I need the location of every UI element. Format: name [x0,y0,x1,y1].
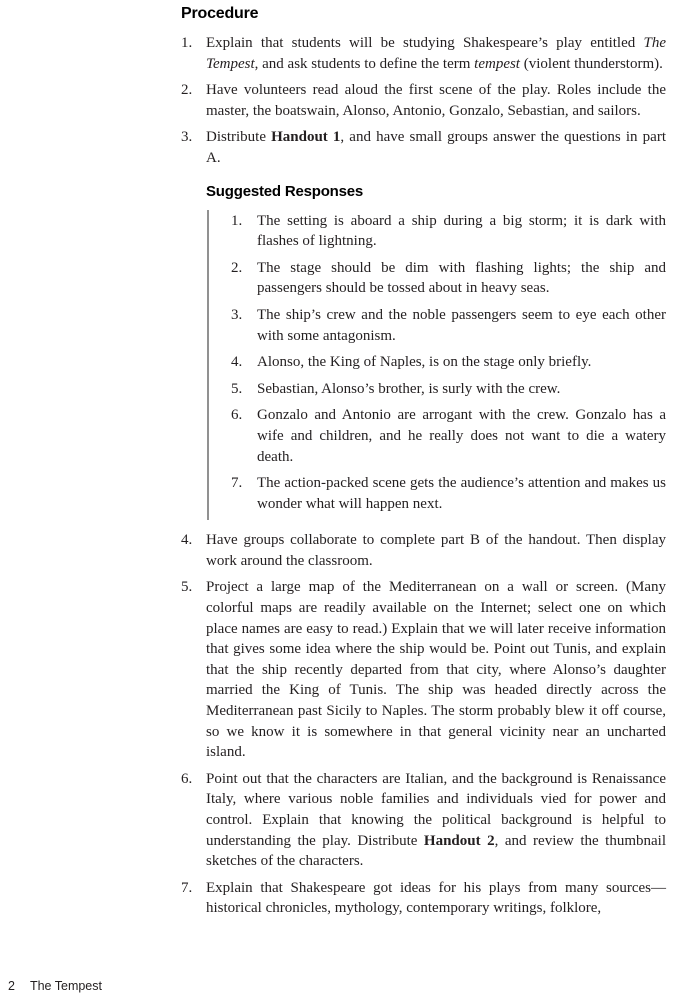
response-item [231,305,666,346]
response-text: The stage should be dim with flashing lights; the ship and passengers should be tossed about in heavy seas. [257,259,666,297]
step-text: Explain that Shakespeare got ideas for his plays from many sources—historical chronicles, mythology, contemporary writings, folklore, [206,879,666,917]
response-text: The action-packed scene gets the audience’s attention and makes us wonder what will happen next. [257,475,666,512]
response-number: 4. [231,354,243,371]
step-number: 4. [181,532,193,549]
step-number: 3. [181,129,193,146]
response-item [231,211,666,252]
response-number: 5. [231,380,243,397]
response-item [231,405,666,467]
step-text: Have groups collaborate to complete part B of the handout. Then display work around the classroom. [206,532,666,569]
step-text: Have volunteers read aloud the first scene of the play. Roles include the master, the boatswain, Alonso, Antonio, Gonzalo, Sebastian, and sailors. [206,82,666,119]
step-text: Explain that students will be studying Shakespeare’s play entitled The Tempest, and ask students to define the term tempest (violent thunderstorm). [206,35,666,72]
response-text: Alonso, the King of Naples, is on the stage only briefly. [257,354,592,371]
procedure-step [181,577,666,762]
response-number: 1. [231,212,243,229]
response-number: 2. [231,259,243,276]
procedure-step [181,530,666,571]
response-text: The setting is aboard a ship during a big storm; it is dark with flashes of lightning. [257,212,666,250]
procedure-step [181,33,666,74]
step-number: 2. [181,82,193,99]
response-number: 6. [231,407,243,424]
procedure-step [181,769,666,872]
response-item [231,258,666,299]
step-number: 6. [181,770,193,787]
procedure-step [181,878,666,919]
page-content [181,4,666,925]
footer-book-title: The Tempest [29,979,102,993]
step-text: Point out that the characters are Italian, and the background is Renaissance Italy, where various noble families and individuals vied for power and control. Explain that knowing the political background is helpful to understanding the play. Distribute Handout 2, and review the thumbnail sketches of the characters. [206,770,667,870]
suggested-responses-list [209,210,666,521]
step-text: Distribute Handout 1, and have small groups answer the questions in part A. [206,129,666,166]
suggested-responses-heading: Suggested Responses [206,182,364,200]
response-number: 7. [231,475,243,492]
response-item [231,379,666,400]
response-text: Sebastian, Alonso’s brother, is surly with the crew. [257,380,561,397]
step-number: 7. [181,879,193,896]
page-number: 2 [8,979,15,993]
step-number: 1. [181,35,193,51]
response-number: 3. [231,306,243,323]
response-item [231,473,666,514]
page-footer [8,979,102,993]
suggested-responses-block [207,210,666,521]
response-text: Gonzalo and Antonio are arrogant with the crew. Gonzalo has a wife and children, and he really does not want to die a watery death. [257,407,666,465]
step-text: Project a large map of the Mediterranean on a wall or screen. (Many colorful maps are readily available on the Internet; select one on which place names are easy to read.) Explain that we will later receive information that gives some idea where the ship would be. Point out Tunis, and explain that the ship recently departed from that city, where Alonso’s daughter married the King of Tunis. The ship was headed directly across the Mediterranean past Sicily to Naples. The storm probably blew it off course, so we know it is somewhere in that general vicinity near an uncharted island. [206,579,666,761]
procedure-step [181,80,666,121]
response-text: The ship’s crew and the noble passengers seem to eye each other with some antagonism. [257,306,666,344]
procedure-heading: Procedure [181,5,259,22]
response-item [231,352,666,373]
step-number: 5. [181,579,193,596]
procedure-step [181,127,666,168]
